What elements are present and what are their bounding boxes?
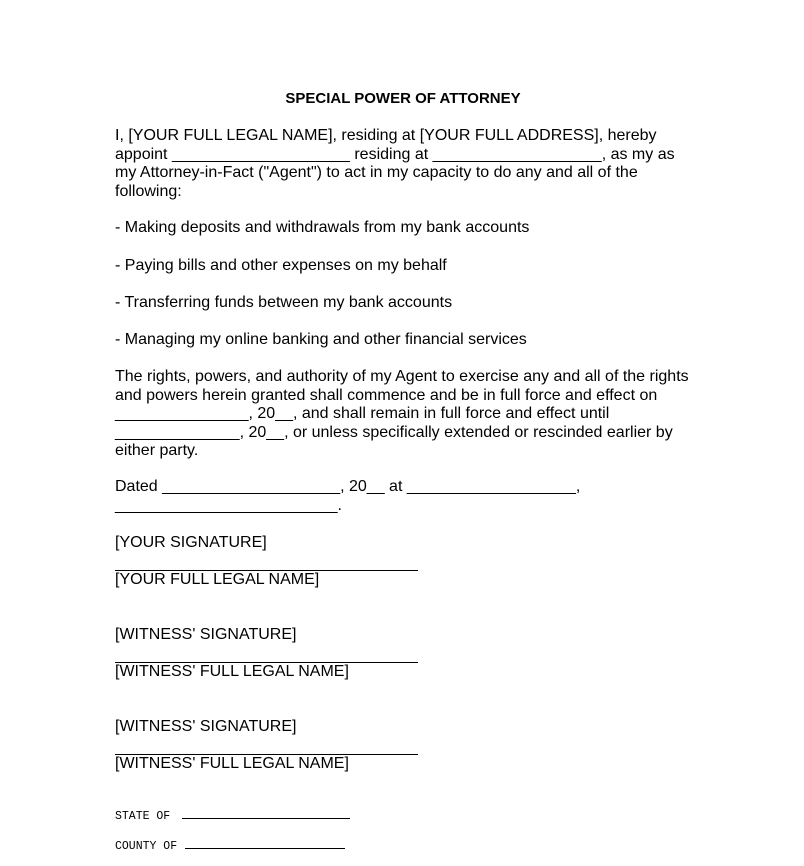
term-line: The rights, powers, and authority of my Agent to exercise any and all of the rights xyxy=(115,368,689,385)
signature-label: [WITNESS' SIGNATURE] xyxy=(115,718,297,735)
power-item-bills: - Paying bills and other expenses on my behalf xyxy=(115,257,447,274)
state-blank xyxy=(182,808,350,819)
state-of-field xyxy=(115,808,350,824)
state-of-label: STATE OF xyxy=(115,810,171,823)
power-item-deposits: - Making deposits and withdrawals from my bank accounts xyxy=(115,219,530,236)
intro-line: my Attorney-in-Fact ("Agent") to act in my capacity to do any and all of the xyxy=(115,164,638,181)
full-name-label: [WITNESS' FULL LEGAL NAME] xyxy=(115,663,349,680)
county-of-field xyxy=(115,838,345,854)
term-line: ______________, 20__, or unless specifically extended or rescinded earlier by xyxy=(115,424,673,441)
county-blank xyxy=(185,838,345,849)
dated-line: Dated ____________________, 20__ at ___________________, xyxy=(115,478,581,495)
full-name-label: [YOUR FULL LEGAL NAME] xyxy=(115,571,320,588)
term-line: _______________, 20__, and shall remain in full force and effect until xyxy=(115,405,610,422)
dated-line-place: _________________________. xyxy=(115,497,342,514)
term-line: and powers herein granted shall commence and be in full force and effect on xyxy=(115,387,658,404)
intro-line: I, [YOUR FULL LEGAL NAME], residing at [YOUR FULL ADDRESS], hereby xyxy=(115,127,657,144)
document-title: SPECIAL POWER OF ATTORNEY xyxy=(285,90,521,107)
power-item-online-banking: - Managing my online banking and other financial services xyxy=(115,331,527,348)
full-name-label: [WITNESS' FULL LEGAL NAME] xyxy=(115,755,349,772)
signature-label: [WITNESS' SIGNATURE] xyxy=(115,626,297,643)
signature-label: [YOUR SIGNATURE] xyxy=(115,534,267,551)
term-line: either party. xyxy=(115,442,199,459)
power-item-transfers: - Transferring funds between my bank accounts xyxy=(115,294,453,311)
county-of-label: COUNTY OF xyxy=(115,840,178,853)
intro-line: appoint ____________________ residing at ___________________, as my as xyxy=(115,146,675,163)
intro-line: following: xyxy=(115,183,182,200)
